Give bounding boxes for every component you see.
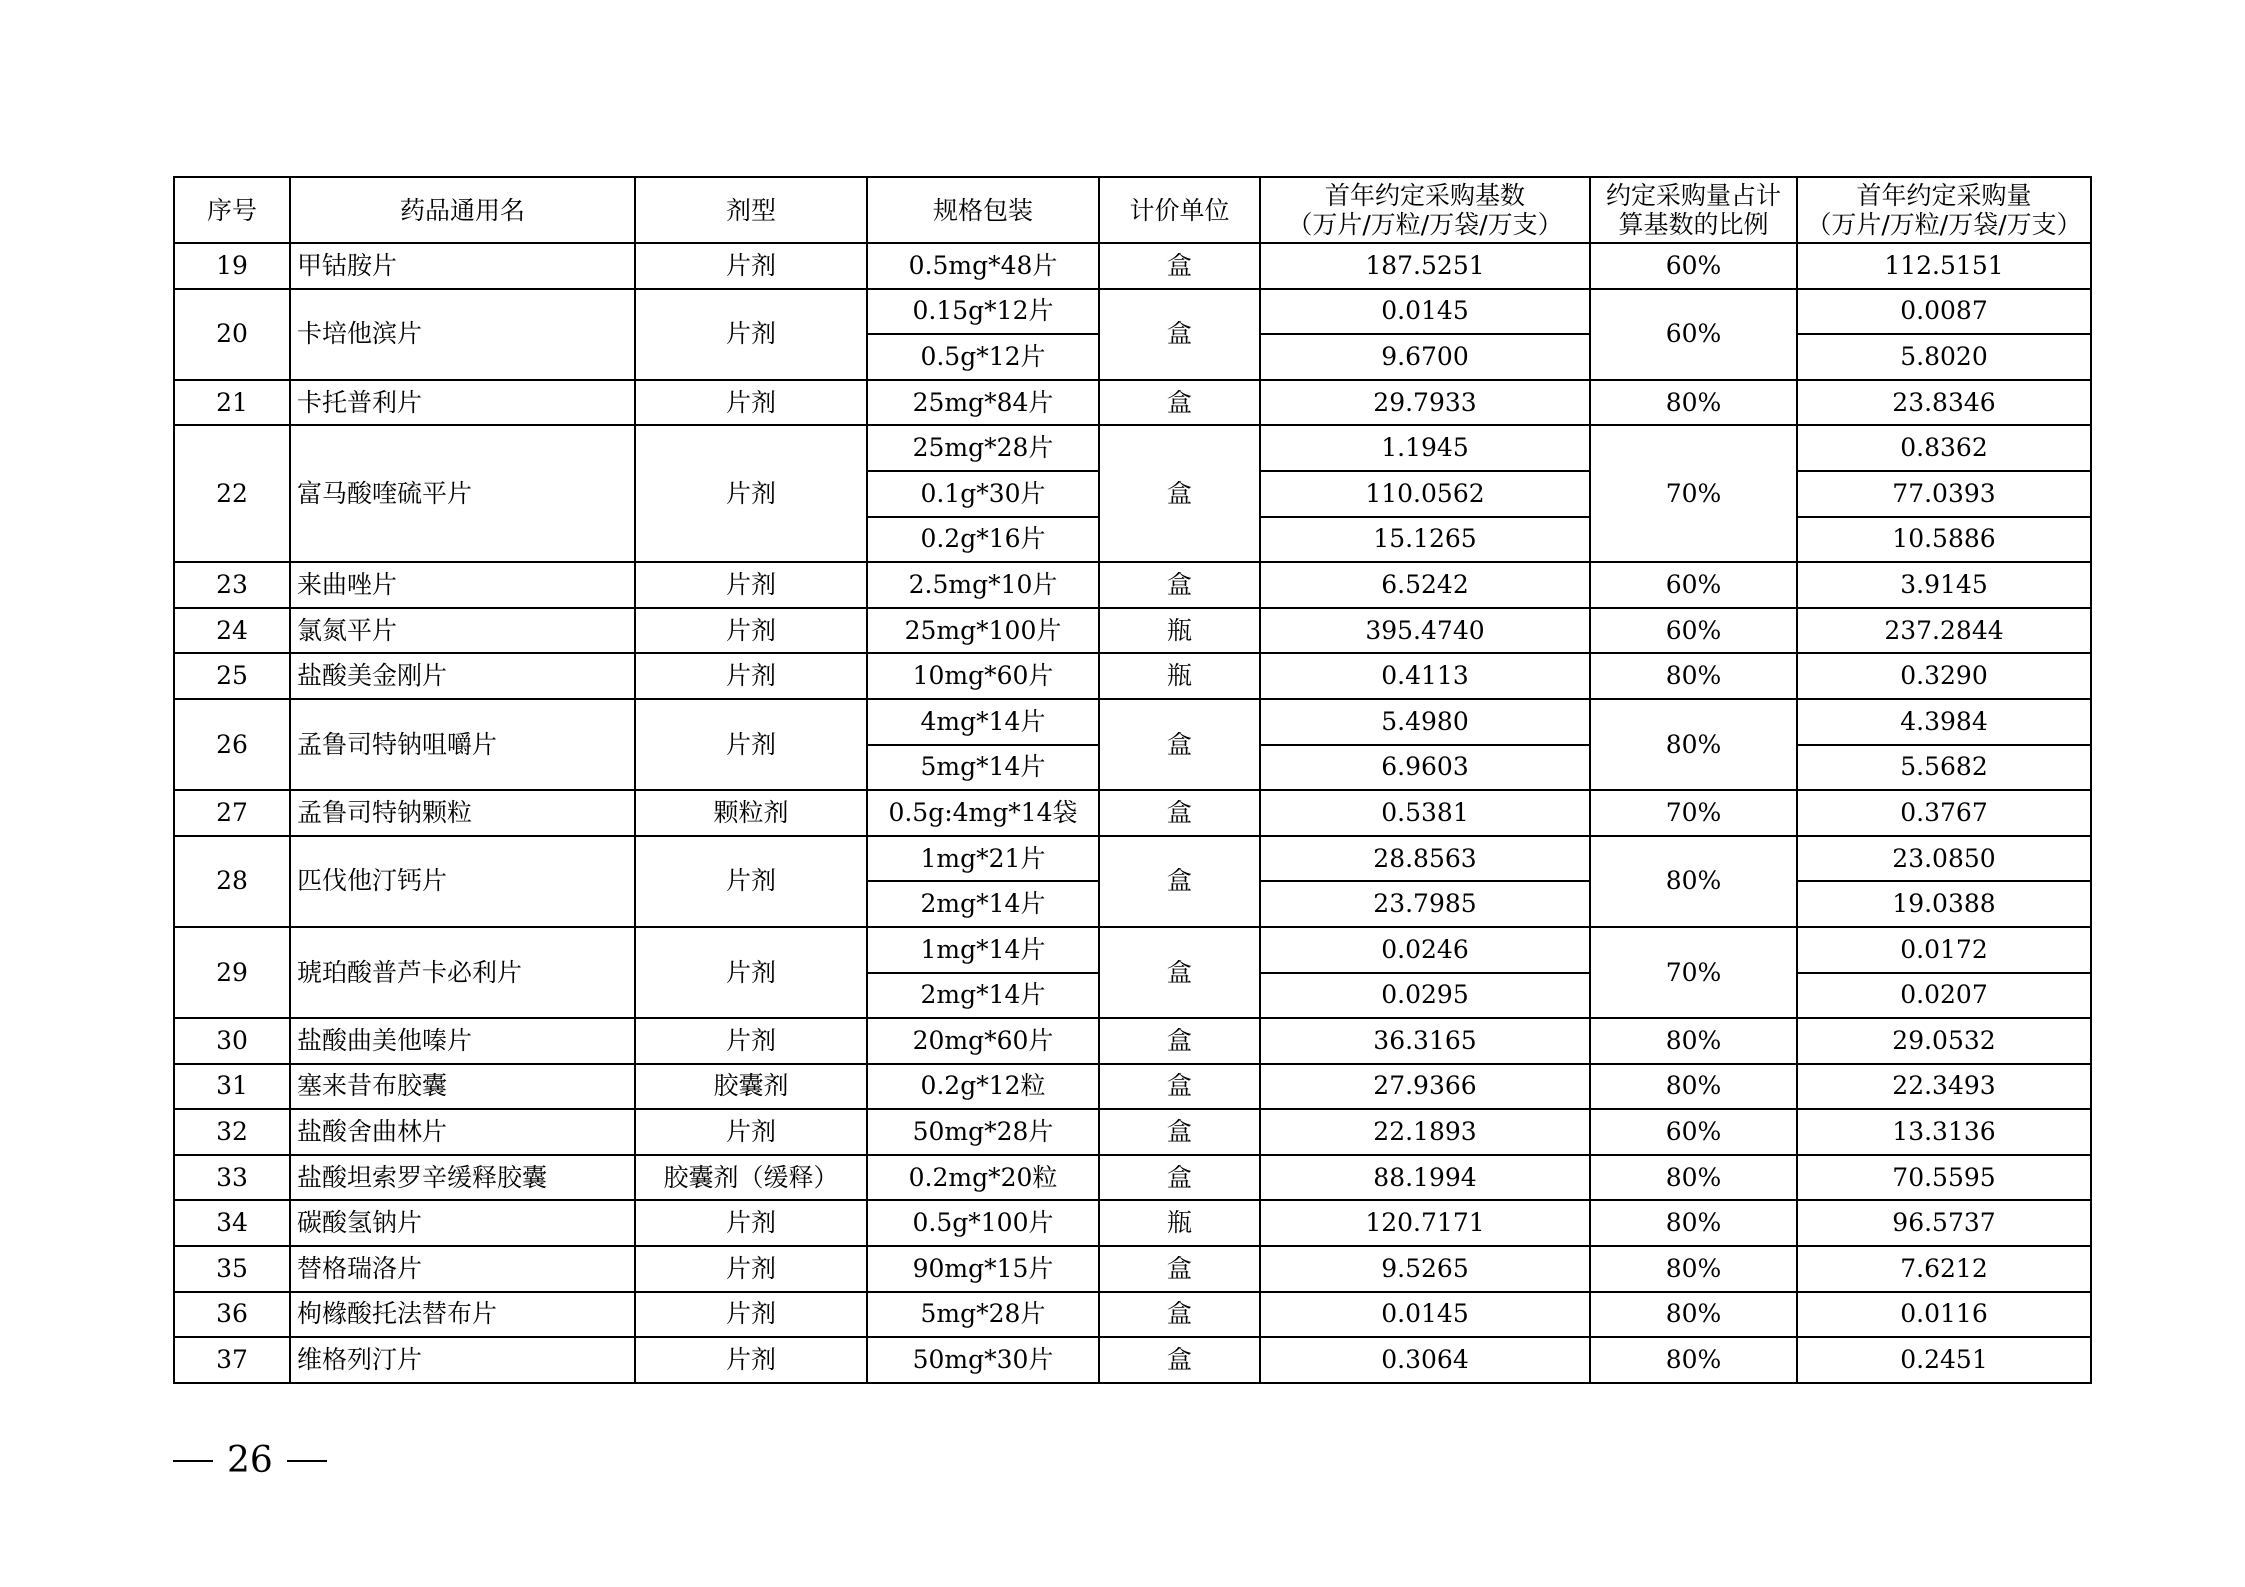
table-row [174, 608, 2091, 654]
cell-unit: 盒 [1099, 562, 1260, 608]
table-row [174, 836, 2091, 882]
cell-ratio: 80% [1590, 653, 1797, 699]
table-row [174, 1246, 2091, 1292]
cell-spec: 5mg*28片 [867, 1292, 1099, 1338]
cell-no: 25 [174, 653, 290, 699]
cell-base: 0.5381 [1260, 790, 1590, 836]
cell-unit: 盒 [1099, 380, 1260, 426]
cell-base: 5.4980 [1260, 699, 1590, 745]
cell-form: 片剂 [635, 425, 867, 562]
cell-name: 卡托普利片 [290, 380, 635, 426]
cell-base: 0.4113 [1260, 653, 1590, 699]
cell-base: 187.5251 [1260, 243, 1590, 289]
table-row [174, 927, 2091, 973]
header-ratio-line2: 算基数的比例 [1618, 210, 1769, 239]
table-row [174, 699, 2091, 745]
cell-no: 28 [174, 836, 290, 927]
header-unit: 计价单位 [1099, 177, 1260, 243]
cell-name: 盐酸曲美他嗪片 [290, 1018, 635, 1064]
cell-qty: 112.5151 [1797, 243, 2091, 289]
cell-qty: 0.0116 [1797, 1292, 2091, 1338]
cell-form: 片剂 [635, 1018, 867, 1064]
cell-ratio: 80% [1590, 1155, 1797, 1201]
cell-ratio: 80% [1590, 1292, 1797, 1338]
cell-ratio: 80% [1590, 1337, 1797, 1383]
cell-form: 片剂 [635, 1337, 867, 1383]
cell-unit: 盒 [1099, 927, 1260, 1018]
cell-form: 片剂 [635, 1246, 867, 1292]
cell-spec: 25mg*84片 [867, 380, 1099, 426]
cell-unit: 盒 [1099, 1155, 1260, 1201]
cell-unit: 盒 [1099, 1064, 1260, 1110]
cell-name: 氯氮平片 [290, 608, 635, 654]
cell-name: 盐酸舍曲林片 [290, 1109, 635, 1155]
cell-form: 片剂 [635, 243, 867, 289]
header-base-line2: （万片/万粒/万袋/万支） [1287, 210, 1563, 239]
cell-qty: 23.0850 [1797, 836, 2091, 882]
table-row [174, 653, 2091, 699]
cell-form: 片剂 [635, 608, 867, 654]
cell-name: 替格瑞洛片 [290, 1246, 635, 1292]
cell-name: 来曲唑片 [290, 562, 635, 608]
cell-no: 26 [174, 699, 290, 790]
cell-name: 孟鲁司特钠颗粒 [290, 790, 635, 836]
cell-no: 33 [174, 1155, 290, 1201]
cell-qty: 23.8346 [1797, 380, 2091, 426]
cell-qty: 0.2451 [1797, 1337, 2091, 1383]
header-name: 药品通用名 [290, 177, 635, 243]
cell-qty: 13.3136 [1797, 1109, 2091, 1155]
cell-spec: 0.15g*12片 [867, 289, 1099, 335]
cell-no: 22 [174, 425, 290, 562]
cell-qty: 7.6212 [1797, 1246, 2091, 1292]
table-row [174, 1155, 2091, 1201]
cell-no: 30 [174, 1018, 290, 1064]
cell-spec: 2mg*14片 [867, 881, 1099, 927]
cell-name: 甲钴胺片 [290, 243, 635, 289]
cell-ratio: 80% [1590, 836, 1797, 927]
header-base-line1: 首年约定采购基数 [1324, 181, 1525, 210]
cell-spec: 10mg*60片 [867, 653, 1099, 699]
cell-form: 片剂 [635, 836, 867, 927]
cell-spec: 25mg*100片 [867, 608, 1099, 654]
header-qty-line2: （万片/万粒/万袋/万支） [1806, 210, 2082, 239]
cell-spec: 0.5g*12片 [867, 334, 1099, 380]
cell-spec: 1mg*14片 [867, 927, 1099, 973]
cell-no: 24 [174, 608, 290, 654]
cell-qty: 77.0393 [1797, 471, 2091, 517]
table-row [174, 1337, 2091, 1383]
cell-ratio: 60% [1590, 608, 1797, 654]
table-row [174, 243, 2091, 289]
cell-spec: 2mg*14片 [867, 973, 1099, 1019]
cell-qty: 0.0207 [1797, 973, 2091, 1019]
cell-spec: 4mg*14片 [867, 699, 1099, 745]
cell-base: 0.3064 [1260, 1337, 1590, 1383]
cell-base: 9.6700 [1260, 334, 1590, 380]
cell-form: 胶囊剂（缓释） [635, 1155, 867, 1201]
cell-ratio: 60% [1590, 289, 1797, 380]
footer-dash-right [287, 1460, 327, 1462]
cell-unit: 盒 [1099, 243, 1260, 289]
cell-no: 23 [174, 562, 290, 608]
cell-base: 0.0295 [1260, 973, 1590, 1019]
table-row [174, 1018, 2091, 1064]
cell-qty: 0.0087 [1797, 289, 2091, 335]
cell-no: 29 [174, 927, 290, 1018]
cell-form: 片剂 [635, 562, 867, 608]
cell-spec: 0.2g*16片 [867, 517, 1099, 563]
cell-spec: 0.5g*100片 [867, 1200, 1099, 1246]
cell-no: 19 [174, 243, 290, 289]
cell-ratio: 80% [1590, 380, 1797, 426]
cell-form: 片剂 [635, 927, 867, 1018]
cell-qty: 96.5737 [1797, 1200, 2091, 1246]
cell-no: 21 [174, 380, 290, 426]
cell-unit: 盒 [1099, 1109, 1260, 1155]
cell-qty: 19.0388 [1797, 881, 2091, 927]
cell-spec: 1mg*21片 [867, 836, 1099, 882]
cell-qty: 0.0172 [1797, 927, 2091, 973]
header-spec: 规格包装 [867, 177, 1099, 243]
cell-qty: 237.2844 [1797, 608, 2091, 654]
cell-ratio: 70% [1590, 425, 1797, 562]
cell-form: 胶囊剂 [635, 1064, 867, 1110]
page-number: 26 [227, 1440, 273, 1481]
cell-form: 片剂 [635, 1109, 867, 1155]
cell-base: 15.1265 [1260, 517, 1590, 563]
cell-name: 匹伐他汀钙片 [290, 836, 635, 927]
header-qty [1797, 177, 2091, 243]
table-header-row [174, 177, 2091, 243]
table-row [174, 1064, 2091, 1110]
page-footer [173, 1440, 341, 1481]
cell-spec: 20mg*60片 [867, 1018, 1099, 1064]
cell-qty: 5.5682 [1797, 745, 2091, 791]
cell-name: 维格列汀片 [290, 1337, 635, 1383]
cell-ratio: 80% [1590, 1064, 1797, 1110]
cell-ratio: 70% [1590, 927, 1797, 1018]
cell-name: 琥珀酸普芦卡必利片 [290, 927, 635, 1018]
cell-base: 6.9603 [1260, 745, 1590, 791]
cell-unit: 瓶 [1099, 1200, 1260, 1246]
cell-name: 富马酸喹硫平片 [290, 425, 635, 562]
cell-qty: 4.3984 [1797, 699, 2091, 745]
cell-qty: 29.0532 [1797, 1018, 2091, 1064]
cell-base: 1.1945 [1260, 425, 1590, 471]
table-row [174, 380, 2091, 426]
cell-unit: 盒 [1099, 1246, 1260, 1292]
cell-no: 37 [174, 1337, 290, 1383]
footer-dash-left [173, 1460, 213, 1462]
cell-ratio: 80% [1590, 699, 1797, 790]
cell-form: 颗粒剂 [635, 790, 867, 836]
cell-unit: 瓶 [1099, 653, 1260, 699]
cell-qty: 0.3290 [1797, 653, 2091, 699]
table-row [174, 289, 2091, 335]
cell-base: 0.0246 [1260, 927, 1590, 973]
cell-ratio: 60% [1590, 243, 1797, 289]
cell-form: 片剂 [635, 1200, 867, 1246]
cell-base: 9.5265 [1260, 1246, 1590, 1292]
cell-spec: 50mg*28片 [867, 1109, 1099, 1155]
cell-spec: 90mg*15片 [867, 1246, 1099, 1292]
cell-base: 6.5242 [1260, 562, 1590, 608]
cell-no: 20 [174, 289, 290, 380]
cell-qty: 3.9145 [1797, 562, 2091, 608]
cell-base: 28.8563 [1260, 836, 1590, 882]
header-qty-line1: 首年约定采购量 [1856, 181, 2032, 210]
table-row [174, 562, 2091, 608]
cell-spec: 25mg*28片 [867, 425, 1099, 471]
table-row [174, 1200, 2091, 1246]
cell-qty: 0.8362 [1797, 425, 2091, 471]
cell-qty: 0.3767 [1797, 790, 2091, 836]
cell-name: 碳酸氢钠片 [290, 1200, 635, 1246]
cell-no: 34 [174, 1200, 290, 1246]
cell-unit: 瓶 [1099, 608, 1260, 654]
cell-ratio: 70% [1590, 790, 1797, 836]
cell-qty: 5.8020 [1797, 334, 2091, 380]
header-ratio [1590, 177, 1797, 243]
table-row [174, 1109, 2091, 1155]
cell-qty: 22.3493 [1797, 1064, 2091, 1110]
cell-name: 孟鲁司特钠咀嚼片 [290, 699, 635, 790]
header-form: 剂型 [635, 177, 867, 243]
cell-ratio: 80% [1590, 1018, 1797, 1064]
cell-spec: 5mg*14片 [867, 745, 1099, 791]
cell-base: 29.7933 [1260, 380, 1590, 426]
table-row [174, 425, 2091, 471]
cell-no: 32 [174, 1109, 290, 1155]
cell-base: 36.3165 [1260, 1018, 1590, 1064]
cell-name: 塞来昔布胶囊 [290, 1064, 635, 1110]
cell-unit: 盒 [1099, 425, 1260, 562]
table-row [174, 1292, 2091, 1338]
cell-spec: 50mg*30片 [867, 1337, 1099, 1383]
cell-spec: 0.2mg*20粒 [867, 1155, 1099, 1201]
header-ratio-line1: 约定采购量占计 [1605, 181, 1781, 210]
cell-spec: 2.5mg*10片 [867, 562, 1099, 608]
cell-ratio: 60% [1590, 1109, 1797, 1155]
cell-no: 35 [174, 1246, 290, 1292]
cell-spec: 0.5mg*48片 [867, 243, 1099, 289]
cell-form: 片剂 [635, 1292, 867, 1338]
table-body [174, 243, 2091, 1383]
cell-qty: 70.5595 [1797, 1155, 2091, 1201]
cell-unit: 盒 [1099, 289, 1260, 380]
cell-base: 395.4740 [1260, 608, 1590, 654]
cell-name: 盐酸坦索罗辛缓释胶囊 [290, 1155, 635, 1201]
cell-qty: 10.5886 [1797, 517, 2091, 563]
cell-base: 23.7985 [1260, 881, 1590, 927]
cell-ratio: 80% [1590, 1200, 1797, 1246]
header-base [1260, 177, 1590, 243]
cell-spec: 0.5g:4mg*14袋 [867, 790, 1099, 836]
cell-unit: 盒 [1099, 699, 1260, 790]
cell-name: 盐酸美金刚片 [290, 653, 635, 699]
cell-name: 枸橼酸托法替布片 [290, 1292, 635, 1338]
cell-form: 片剂 [635, 380, 867, 426]
cell-unit: 盒 [1099, 836, 1260, 927]
cell-base: 88.1994 [1260, 1155, 1590, 1201]
cell-base: 110.0562 [1260, 471, 1590, 517]
cell-ratio: 80% [1590, 1246, 1797, 1292]
cell-base: 22.1893 [1260, 1109, 1590, 1155]
header-no: 序号 [174, 177, 290, 243]
cell-spec: 0.2g*12粒 [867, 1064, 1099, 1110]
cell-form: 片剂 [635, 653, 867, 699]
cell-base: 27.9366 [1260, 1064, 1590, 1110]
cell-no: 27 [174, 790, 290, 836]
table-row [174, 790, 2091, 836]
cell-unit: 盒 [1099, 790, 1260, 836]
cell-form: 片剂 [635, 699, 867, 790]
cell-unit: 盒 [1099, 1337, 1260, 1383]
cell-no: 36 [174, 1292, 290, 1338]
cell-name: 卡培他滨片 [290, 289, 635, 380]
cell-base: 0.0145 [1260, 1292, 1590, 1338]
cell-form: 片剂 [635, 289, 867, 380]
cell-spec: 0.1g*30片 [867, 471, 1099, 517]
cell-unit: 盒 [1099, 1018, 1260, 1064]
procurement-table [173, 176, 2092, 1384]
cell-ratio: 60% [1590, 562, 1797, 608]
cell-base: 0.0145 [1260, 289, 1590, 335]
cell-base: 120.7171 [1260, 1200, 1590, 1246]
cell-unit: 盒 [1099, 1292, 1260, 1338]
cell-no: 31 [174, 1064, 290, 1110]
